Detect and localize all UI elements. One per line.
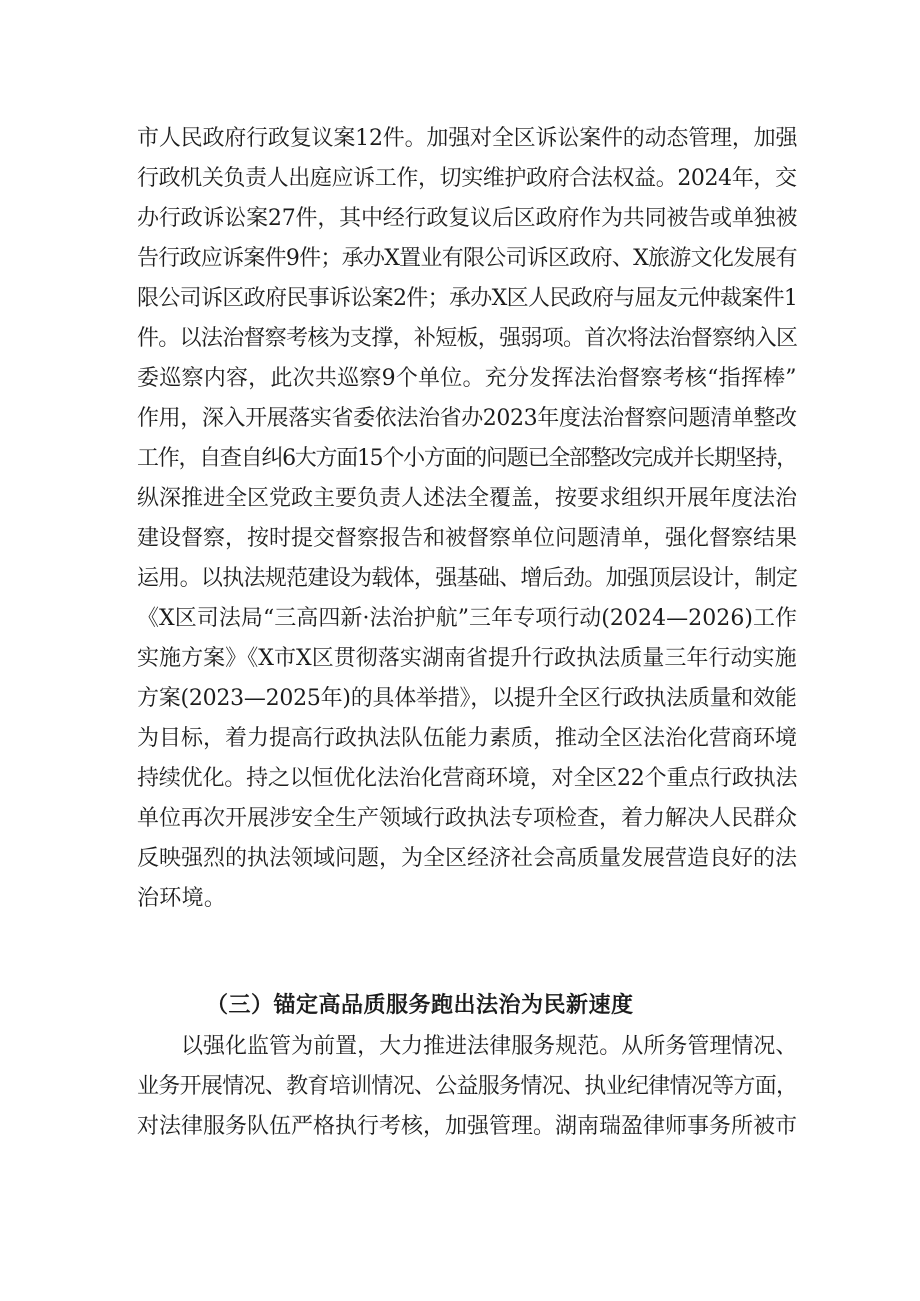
text-line: 反映强烈的执法领域问题，为全区经济社会高质量发展营造良好的法 [137,846,798,871]
text-line: 行政机关负责人出庭应诉工作，切实维护政府合法权益。2024年，交 [137,166,797,191]
text-line: 以强化监管为前置，大力推进法律服务规范。从所务管理情况、 [181,1034,798,1059]
section-heading: （三）锚定高品质服务跑出法治为民新速度 [206,993,634,1018]
text-line: 对法律服务队伍严格执行考核，加强管理。湖南瑞盈律师事务所被市 [137,1114,798,1139]
paragraph-body [137,119,797,919]
text-line: 限公司诉区政府民事诉讼案2件；承办X区人民政府与屈友元仲裁案件1 [137,286,798,311]
text-line: 持续优化。持之以恒优化法治化营商环境，对全区22个重点行政执法 [137,766,798,791]
text-line: 办行政诉讼案27件，其中经行政复议后区政府作为共同被告或单独被 [137,206,798,231]
text-line: 纵深推进全区党政主要负责人述法全覆盖，按要求组织开展年度法治 [137,486,798,511]
text-line: 为目标，着力提高行政执法队伍能力素质，推动全区法治化营商环境 [137,726,798,751]
text-line: 告行政应诉案件9件；承办X置业有限公司诉区政府、X旅游文化发展有 [137,246,797,271]
text-line: 运用。以执法规范建设为载体，强基础、增后劲。加强顶层设计，制定 [137,566,798,591]
text-line: 建设督察，按时提交督察报告和被督察单位问题清单，强化督察结果 [137,526,798,551]
text-line: 治环境。 [137,886,227,911]
text-line: 市人民政府行政复议案12件。加强对全区诉讼案件的动态管理，加强 [137,126,798,151]
text-line: 业务开展情况、教育培训情况、公益服务情况、执业纪律情况等方面， [137,1074,798,1099]
paragraph-body-2 [137,1027,797,1147]
text-line: 委巡察内容，此次共巡察9个单位。充分发挥法治督察考核“指挥棒” [137,366,797,391]
text-line: 作用，深入开展落实省委依法治省办2023年度法治督察问题清单整改 [137,406,797,431]
text-line: 方案(2023—2025年)的具体举措》，以提升全区行政执法质量和效能 [137,686,797,711]
text-line: 实施方案》《X市X区贯彻落实湖南省提升行政执法质量三年行动实施 [137,646,797,671]
text-line: 件。以法治督察考核为支撑，补短板，强弱项。首次将法治督察纳入区 [137,326,798,351]
text-line: 工作，自查自纠6大方面15个小方面的问题已全部整改完成并长期坚持， [137,446,797,471]
text-line: 单位再次开展涉安全生产领域行政执法专项检查，着力解决人民群众 [137,806,798,831]
text-line: 《X区司法局“三高四新·法治护航”三年专项行动(2024—2026)工作 [137,606,798,631]
